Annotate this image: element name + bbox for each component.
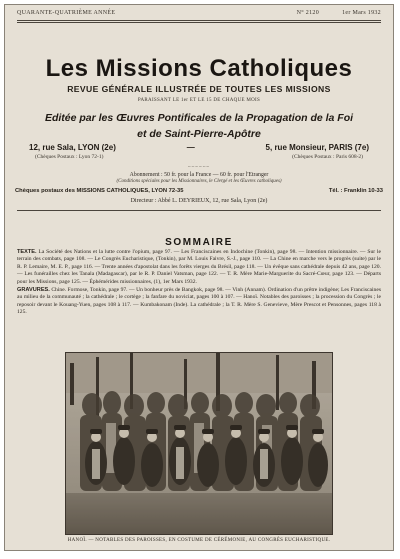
magazine-cover <box>4 4 394 551</box>
telephone: Tél. : Franklin 10-33 <box>328 188 383 194</box>
year-label: QUARANTE-QUATRIÈME ANNÉE <box>17 10 116 16</box>
cover-photograph <box>65 352 333 535</box>
publisher-block <box>25 110 373 142</box>
issue-number: N° 2120 <box>296 10 319 16</box>
directeur-line: Directeur : Abbé L. DEYRIEUX, 12, rue Sala, Lyon (2e) <box>130 198 268 204</box>
address-separator: — <box>186 143 195 152</box>
gravures-label: GRAVURES. <box>17 287 50 294</box>
sommaire-texte <box>17 249 381 286</box>
photo-caption: HANOÏ. — NOTABLES DES PAROISSES, EN COSTUME DE CÉRÉMONIE, AU CONGRÈS EUCHARISTIQUE. <box>67 538 331 543</box>
issue-date: 1er Mars 1932 <box>342 10 381 16</box>
gravures-content: Chine. Formose, Tonkin, page 97. — Un bonheur près de Bangkok, page 98. — Vinh (Annam). Ordination d'un prêtre indigène; Les Franciscaines au milieu de la communauté ; la cathédrale ; le cortège ; la fanfare du noviciat, pages 100 à 107. — Hanoï. Notables des paroisses ; la procession du Congrès ; le reposoir devant le Kouang-Yuen, pages 108 à 117. — Kumbakonam (Inde). La cathédrale ; la T. R. Mère S. Genevieve, Mère Prescot et Pensonnes, pages 118 à 125. <box>17 287 381 316</box>
subscription-note: (Conditions spéciales pour les Missionnaires, le Clergé et les Œuvres catholiques) <box>116 179 282 184</box>
postal-account-label: Chèques postaux des MISSIONS CATHOLIQUES, LYON 72-35 <box>15 188 184 194</box>
ornament-divider: ~~~~~~ <box>187 165 211 170</box>
texte-label: TEXTE. <box>17 249 37 255</box>
header-rule <box>17 20 381 21</box>
issue-header <box>17 10 381 16</box>
sommaire-body <box>17 249 381 318</box>
photo-illustration <box>66 353 332 534</box>
postal-accounts <box>15 188 383 194</box>
magazine-subtitle: REVUE GÉNÉRALE ILLUSTRÉE DE TOUTES LES MISSIONS <box>67 84 331 94</box>
address-paris: 5, rue Monsieur, PARIS (7e) <box>265 143 369 152</box>
magazine-title: Les Missions Catholiques <box>45 55 353 82</box>
sommaire-gravures <box>17 287 381 317</box>
address-lyon: 12, rue Sala, LYON (2e) <box>29 143 116 152</box>
sommaire-title: SOMMAIRE <box>165 237 233 248</box>
subscription-prices: Abonnement : 50 fr. pour la France — 60 fr. pour l'Etranger <box>129 172 269 178</box>
publisher-line-1: Editée par les Œuvres Pontificales de la Propagation de la Foi <box>44 112 354 124</box>
publisher-line-2: et de Saint-Pierre-Apôtre <box>137 128 261 140</box>
cheques-lyon: (Chèques Postaux : Lyon 72-1) <box>35 154 104 160</box>
publication-frequency: PARAISSANT LE 1er ET LE 15 DE CHAQUE MOIS <box>137 98 261 103</box>
publisher-cheques <box>35 154 363 160</box>
header-rule-2 <box>17 22 381 23</box>
masthead-rule <box>17 210 381 211</box>
cheques-paris: (Chèques Postaux : Paris 608-2) <box>292 154 363 160</box>
publisher-addresses <box>29 143 369 152</box>
texte-content: La Société des Nations et la lutte contre l'opium, page 97. — Les Franciscaines en Indochine (Tonkin), page 98. — Intention missionnaire. — Sur le terrain des combats, page 108. — Le Congrès Eucharistique, (Tonkin), par M. Louis Faivre, S.-J., page 110. — La Chine en marche vers le progrès (suite) par le R. P. Lemaire, M. E. P., page 116. — Trente années d'apostolat dans les forêts vierges du Brésil, page 118. — Un évêque sans cathédrale depuis 42 ans, page 120. — Les funérailles chez les Tanala (Madagascar), par le R. P. Daniel Vatsman, page 122. — T. R. Mère Marie-Marguerite du Sacré-Cœur, page 123. — Départs pour les Missions, page 125. — Éphémérides missionnaires, (1), 1er Mars 1932. <box>17 249 381 285</box>
